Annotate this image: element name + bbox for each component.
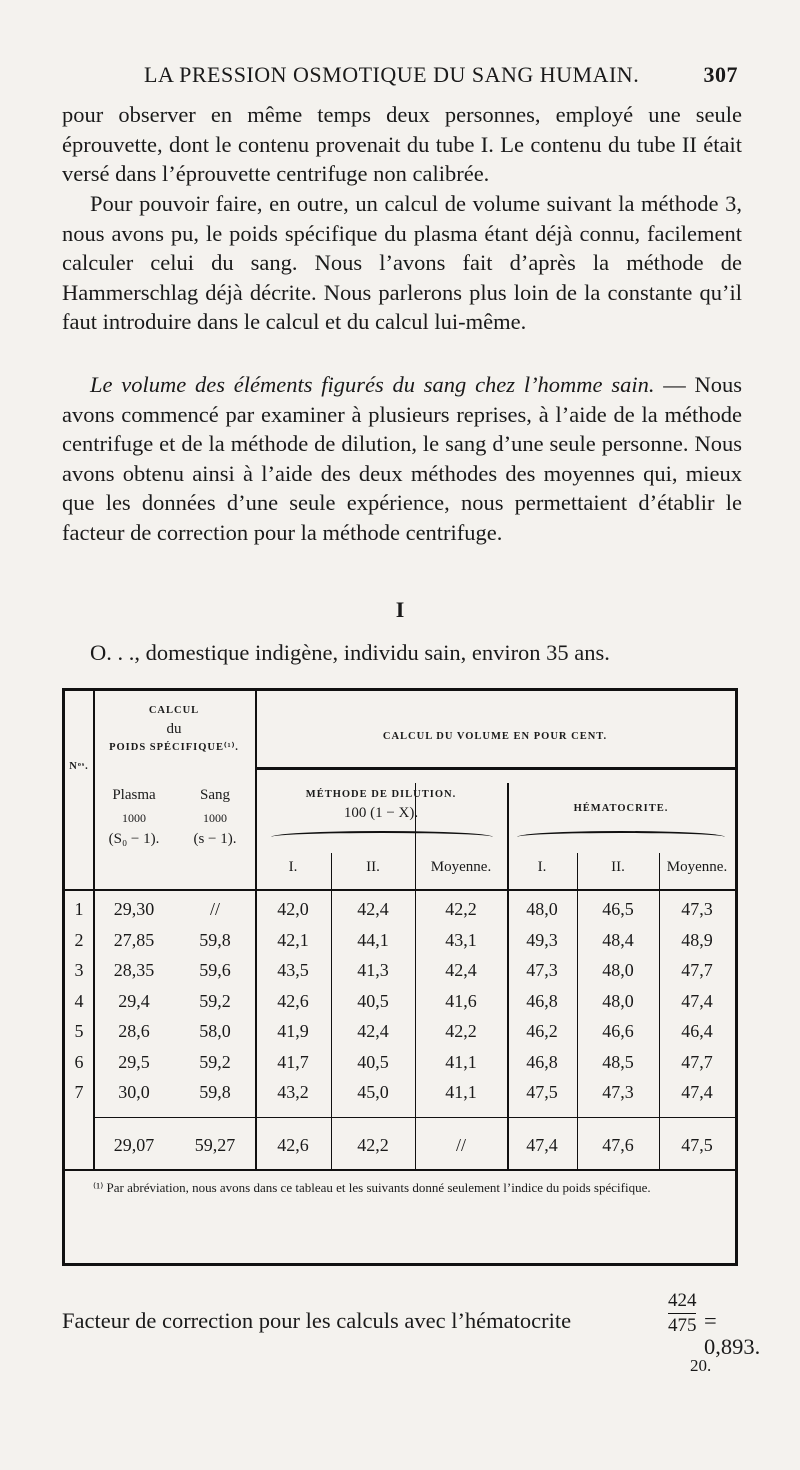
dilution-title: MÉTHODE DE DILUTION.	[305, 789, 457, 800]
cell-hem-i: 46,8	[526, 1051, 558, 1072]
cell-hem-i: 46,2	[526, 1021, 558, 1041]
cell-dil-i: 41,7	[277, 1051, 309, 1072]
cell-sang: 59,2	[199, 990, 231, 1011]
cell-sang: 59,2	[199, 1051, 231, 1072]
signature-mark: 20.	[690, 1356, 712, 1375]
sang-ratio: 1000	[203, 811, 227, 825]
plasma-ratio: 1000	[122, 811, 146, 825]
paragraph-3-italic-heading: Le volume des éléments figurés du sang chez l’homme sain.	[90, 372, 655, 397]
cell-hem-ii: 48,4	[602, 929, 634, 950]
cell-sang: 59,8	[199, 929, 231, 950]
cell-hem-ii: 48,0	[602, 960, 634, 980]
formula-result: = 0,893.	[704, 1308, 761, 1359]
sang-formula: (s − 1).	[193, 831, 237, 847]
cell-plasma: 29,5	[118, 1051, 150, 1072]
cell-dil-moy: 41,1	[445, 1082, 477, 1102]
paragraph-3-text: — Nous avons commencé par examiner à plusieurs reprises, à l’aide de la méthode centrifuge et de la méthode de dilution, le sang d’une seule personne. Nous avons obtenu ainsi à l’aide des deux méthodes des moyennes qui, mieux que les données d’une seule expérience, nous permettaient d’établir le facteur de correction pour la méthode centrifuge.	[62, 372, 742, 545]
cell-dil-ii: 40,5	[357, 1051, 389, 1072]
cell-dil-i: 41,9	[277, 1021, 309, 1041]
cell-row-no: 3	[74, 960, 84, 980]
cell-hem-ii: 46,6	[602, 1021, 634, 1041]
cell-dil-moy: 41,6	[445, 990, 477, 1011]
cell-dil-moy: 42,2	[445, 1021, 477, 1041]
cell-row-no: 6	[74, 1051, 84, 1072]
table-row	[65, 991, 735, 1017]
fraction-bar	[668, 1313, 696, 1314]
cell-row-no: 4	[74, 990, 84, 1011]
total-hem-i: 47,4	[526, 1135, 558, 1155]
cell-hem-ii: 47,3	[602, 1082, 634, 1102]
hematocrite-title: HÉMATOCRITE.	[573, 803, 669, 814]
cell-dil-moy: 41,1	[445, 1051, 477, 1072]
cell-row-no: 1	[74, 899, 84, 919]
data-table	[62, 688, 738, 1266]
total-dil-ii: 42,2	[357, 1135, 389, 1155]
cell-row-no: 2	[74, 929, 84, 950]
cell-dil-i: 42,6	[277, 990, 309, 1011]
cell-dil-ii: 45,0	[357, 1082, 389, 1102]
dilution-col-ii: II.	[366, 859, 380, 875]
total-hem-ii: 47,6	[602, 1135, 634, 1155]
cell-hem-i: 47,5	[526, 1082, 558, 1102]
table-row	[65, 1082, 735, 1108]
cell-hem-moy: 46,4	[681, 1021, 713, 1041]
cell-dil-ii: 40,5	[357, 990, 389, 1011]
totals-row	[65, 1135, 735, 1161]
cell-row-no: 7	[74, 1082, 84, 1102]
cell-dil-moy: 43,1	[445, 929, 477, 950]
table-row	[65, 930, 735, 956]
cell-plasma: 28,35	[113, 960, 155, 980]
hemato-col-moyenne: Moyenne.	[666, 859, 728, 875]
footnote: ⁽¹⁾ Par abréviation, nous avons dans ce tableau et les suivants donné seulement l’indice du poids spécifique.	[93, 1180, 651, 1195]
formula-numerator: 424	[668, 1290, 697, 1311]
table-row	[65, 960, 735, 986]
cell-hem-moy: 47,7	[681, 960, 713, 980]
plasma-formula: (S₀ − 1).	[108, 831, 160, 847]
cell-dil-ii: 42,4	[357, 1021, 389, 1041]
plasma-header: Plasma	[112, 787, 156, 803]
table-row	[65, 1052, 735, 1078]
table-row	[65, 1021, 735, 1047]
cell-sang: 59,8	[199, 1082, 231, 1102]
cell-plasma: 29,4	[118, 990, 150, 1011]
calc-title-2: du	[166, 721, 182, 737]
total-plasma: 29,07	[113, 1135, 155, 1155]
cell-plasma: 29,30	[113, 899, 155, 919]
cell-hem-i: 47,3	[526, 960, 558, 980]
cell-plasma: 27,85	[113, 929, 155, 950]
cell-hem-i: 46,8	[526, 990, 558, 1011]
cell-hem-ii: 46,5	[602, 899, 634, 919]
section-number: I	[395, 597, 405, 622]
cell-hem-moy: 48,9	[681, 929, 713, 950]
hemato-col-i: I.	[537, 859, 547, 875]
total-hem-moy: 47,5	[681, 1135, 713, 1155]
total-dil-i: 42,6	[277, 1135, 309, 1155]
calc-title-3: POIDS SPÉCIFIQUE⁽¹⁾.	[109, 742, 239, 753]
running-header	[130, 62, 738, 92]
subject-line: O. . ., domestique indigène, individu sain, environ 35 ans.	[90, 640, 610, 665]
cell-dil-i: 43,2	[277, 1082, 309, 1102]
cell-sang: 58,0	[199, 1021, 231, 1041]
cell-hem-moy: 47,7	[681, 1051, 713, 1072]
cell-dil-i: 43,5	[277, 960, 309, 980]
cell-sang: 59,6	[199, 960, 231, 980]
cell-hem-ii: 48,0	[602, 990, 634, 1011]
cell-dil-ii: 44,1	[357, 929, 389, 950]
paragraph-3	[62, 370, 742, 548]
cell-hem-i: 48,0	[526, 899, 558, 919]
formula-denominator: 475	[668, 1315, 697, 1336]
sang-header: Sang	[200, 787, 230, 803]
paragraph-2: Pour pouvoir faire, en outre, un calcul de volume suivant la méthode 3, nous avons pu, le poids spécifique du plasma étant déjà connu, facilement calculer celui du sang. Nous l’avons fait d’après la méthode de Hammerschlag déjà décrite. Nous parlerons plus loin de la constante qu’il faut introduire dans le calcul et du calcul lui-même.	[62, 191, 742, 335]
hemato-col-ii: II.	[611, 859, 625, 875]
correction-formula	[62, 1290, 762, 1359]
cell-hem-moy: 47,4	[681, 1082, 713, 1102]
cell-dil-i: 42,1	[277, 929, 309, 950]
cell-dil-ii: 42,4	[357, 899, 389, 919]
total-dil-moy: //	[455, 1135, 466, 1155]
dilution-formula: 100 (1 − X).	[343, 805, 419, 821]
page-number: 307	[703, 62, 738, 87]
cell-sang: //	[209, 899, 220, 919]
col-no-header: Nᵒˢ.	[69, 761, 89, 772]
running-title: LA PRESSION OSMOTIQUE DU SANG HUMAIN.	[144, 62, 640, 87]
dilution-col-i: I.	[288, 859, 298, 875]
formula-fraction	[668, 1290, 696, 1337]
hematocrite-brace	[517, 831, 725, 843]
cell-plasma: 28,6	[118, 1021, 150, 1041]
cell-hem-moy: 47,3	[681, 899, 713, 919]
cell-hem-moy: 47,4	[681, 990, 713, 1011]
table-row	[65, 899, 735, 925]
dilution-col-moyenne: Moyenne.	[430, 859, 492, 875]
cell-dil-ii: 41,3	[357, 960, 389, 980]
volume-title: CALCUL DU VOLUME EN POUR CENT.	[382, 731, 608, 742]
calc-title-1: CALCUL	[148, 705, 200, 716]
formula-text: Facteur de correction pour les calculs avec l’hématocrite	[62, 1308, 572, 1333]
cell-dil-moy: 42,4	[445, 960, 477, 980]
cell-dil-moy: 42,2	[445, 899, 477, 919]
cell-hem-ii: 48,5	[602, 1051, 634, 1072]
paragraph-1: pour observer en même temps deux personnes, employé une seule éprouvette, dont le contenu provenait du tube I. Le contenu du tube II était versé dans l’éprouvette centrifuge non calibrée.	[62, 102, 742, 187]
total-sang: 59,27	[194, 1135, 236, 1155]
dilution-brace	[271, 831, 493, 843]
cell-plasma: 30,0	[118, 1082, 150, 1102]
cell-row-no: 5	[74, 1021, 84, 1041]
cell-dil-i: 42,0	[277, 899, 309, 919]
cell-hem-i: 49,3	[526, 929, 558, 950]
